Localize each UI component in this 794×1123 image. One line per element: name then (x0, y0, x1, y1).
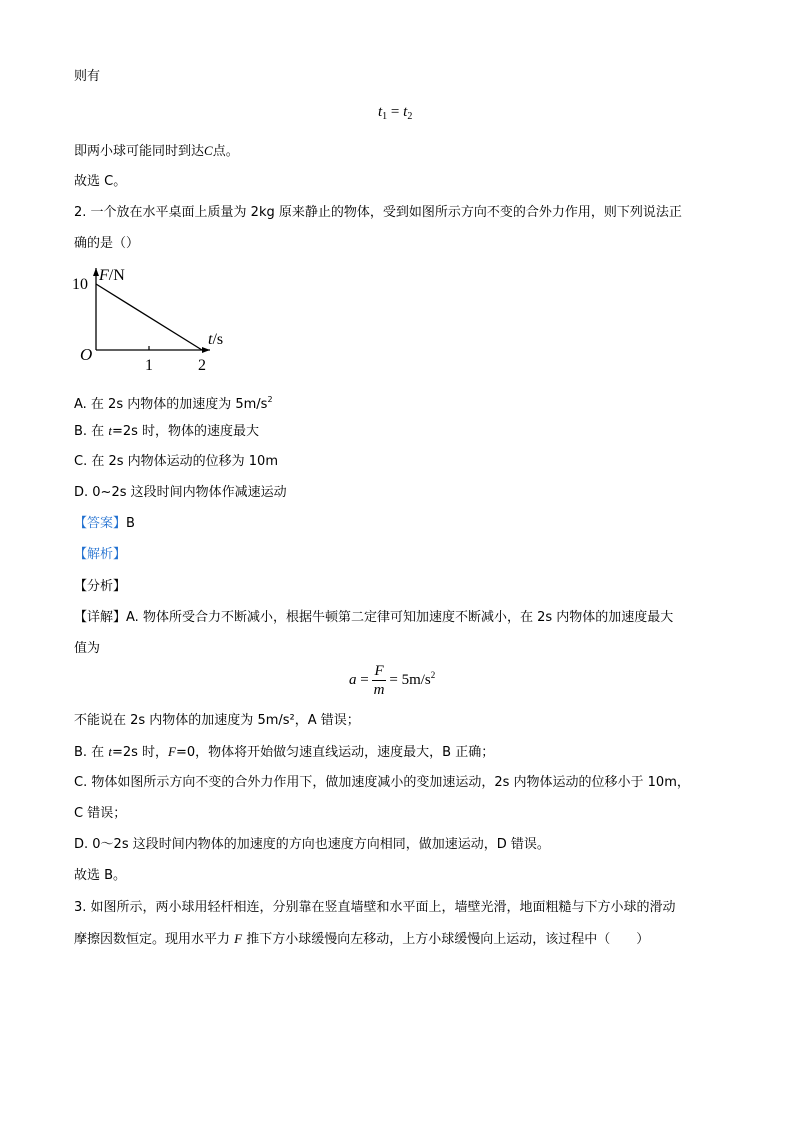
var-t: t (108, 744, 112, 759)
text-span: 摩擦因数恒定。现用水平力 (74, 932, 235, 947)
detail-line: 不能说在 2s 内物体的加速度为 5m/s²，A 错误； (74, 713, 360, 728)
text-span: 即两小球可能同时到达 (74, 144, 205, 159)
eq-t1: t (378, 104, 383, 120)
analysis-tag: 【解析】 (74, 547, 127, 562)
equation-t1-t2 (378, 104, 412, 122)
eq-equals: = (387, 104, 404, 120)
force-line (96, 284, 202, 350)
detail-line: 值为 (74, 641, 101, 656)
question-3-stem-cont (74, 930, 649, 949)
origin-label: O (80, 345, 93, 364)
y-tick-label-10: 10 (72, 276, 88, 293)
equation-acceleration (349, 662, 435, 699)
text-span: =0，物体将开始做匀速直线运动，速度最大，B 正确； (175, 745, 495, 760)
x-tick-label-2: 2 (198, 357, 206, 374)
fraction (372, 662, 385, 699)
option-b (74, 422, 259, 441)
force-time-graph (70, 262, 224, 384)
text-line: 故选 C。 (74, 174, 127, 189)
text-span: =2s 时， (111, 745, 169, 760)
text-span: 点。 (212, 144, 239, 159)
var-f: F (168, 744, 176, 759)
var-f: F (234, 931, 243, 946)
answer-value: B (126, 516, 135, 531)
eq-t2: t (403, 104, 408, 120)
question-3-stem: 3. 如图所示，两小球用轻杆相连，分别靠在竖直墙壁和水平面上，墙壁光滑，地面粗糙与下方小球的滑动 (74, 900, 676, 915)
option-a-text: A. 在 2s 内物体的加速度为 5m/s (74, 397, 268, 412)
detail-line (74, 609, 673, 627)
text-line: 则有 (74, 69, 101, 84)
fraction-numerator: F (374, 663, 384, 679)
answer-line (74, 515, 135, 533)
text-span: B. 在 (74, 424, 109, 439)
eq-a: a (349, 671, 357, 688)
point-c-label: C (204, 143, 213, 158)
eq-sub1: 1 (382, 111, 388, 122)
text-span: =2s 时，物体的速度最大 (111, 424, 260, 439)
text-span: B. 在 (74, 745, 109, 760)
text-line (74, 142, 239, 161)
detail-c: C. 物体如图所示方向不变的合外力作用下，做加速度减小的变加速运动，2s 内物体运动的位移小于 10m， (74, 775, 690, 790)
option-a (74, 391, 273, 414)
text-span: 推下方小球缓慢向左移动，上方小球缓慢向上运动，该过程中（ ） (242, 932, 650, 947)
text-span: A. 物体所受合力不断减小，根据牛顿第二定律可知加速度不断减小，在 2s 内物体的加速度最大 (126, 610, 674, 625)
var-t: t (108, 423, 112, 438)
option-a-sup: 2 (267, 395, 273, 404)
fraction-denominator: m (373, 682, 385, 698)
y-axis-label: F/N (99, 267, 125, 284)
detail-b (74, 743, 494, 762)
detail-tag: 【详解】 (74, 610, 127, 625)
question-2-stem: 2. 一个放在水平桌面上质量为 2kg 原来静止的物体，受到如图所示方向不变的合外力作用，则下列说法正 (74, 205, 682, 220)
detail-c-cont: C 错误； (74, 806, 127, 821)
fenxi-tag: 【分析】 (74, 579, 127, 594)
eq-sub2: 2 (407, 111, 413, 122)
eq-result: = 5m/s (385, 671, 431, 688)
option-c: C. 在 2s 内物体运动的位移为 10m (74, 454, 278, 469)
detail-d: D. 0～2s 这段时间内物体的加速度的方向也速度方向相同，做加速运动，D 错误。 (74, 837, 550, 852)
x-axis-label: t/s (208, 331, 224, 348)
question-2-stem-cont: 确的是（） (74, 236, 140, 251)
option-d: D. 0~2s 这段时间内物体作减速运动 (74, 485, 287, 500)
x-tick-label-1: 1 (145, 357, 153, 374)
answer-tag: 【答案】 (74, 516, 127, 531)
eq-equals: = (356, 671, 373, 688)
choose-line: 故选 B。 (74, 868, 127, 883)
eq-sup: 2 (430, 669, 436, 680)
